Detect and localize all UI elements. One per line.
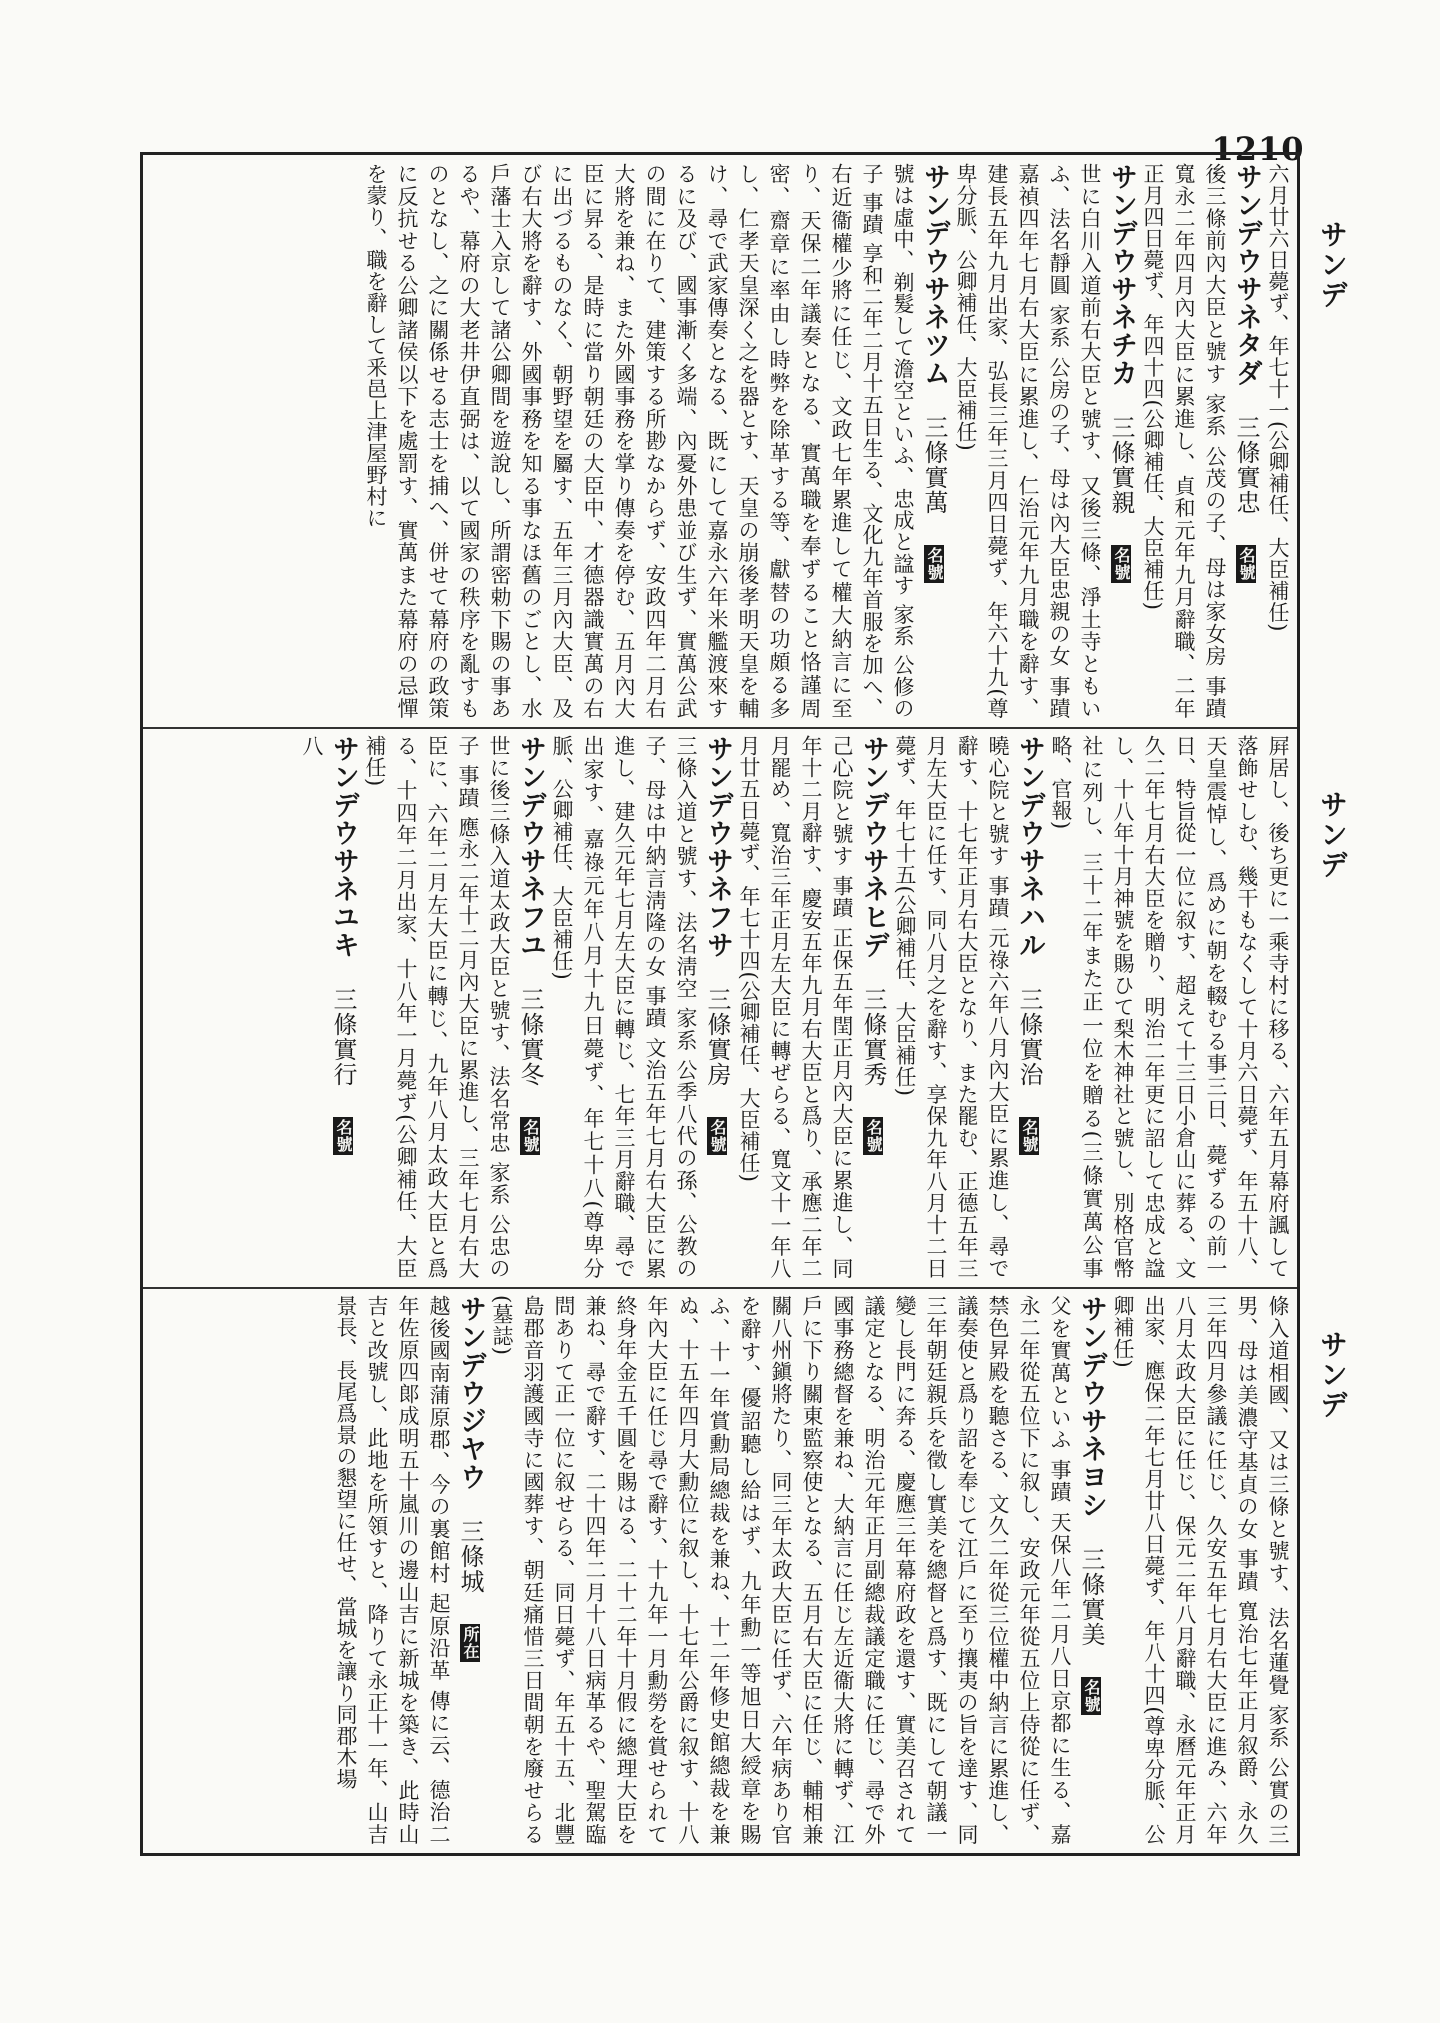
entry — [1045, 735, 1293, 1279]
entry-body: 八 — [300, 735, 324, 757]
entry — [1107, 1295, 1293, 1845]
entry — [733, 735, 889, 1279]
entry-headword — [1075, 1295, 1107, 1845]
headword-name: 三條城 — [456, 1519, 484, 1594]
headword-kana: サンデウサネフサ — [702, 735, 733, 959]
page-number: 1210 — [1211, 130, 1305, 168]
entry — [889, 735, 1045, 1279]
entry — [330, 1295, 486, 1845]
headword-kana: サンデウサネフユ — [515, 735, 546, 959]
headword-name: 三條實行 — [329, 987, 357, 1087]
band-top — [143, 155, 1297, 729]
headword-name: 三條實親 — [1107, 415, 1135, 515]
headword-name: 三條實美 — [1077, 1547, 1105, 1647]
headword-kana: サンデウサネヒデ — [858, 735, 889, 959]
side-tab-top: サンデ — [1316, 220, 1349, 310]
entry-tag: 名號 — [925, 547, 944, 581]
entry — [546, 735, 733, 1279]
headword-name: 三條實忠 — [1232, 415, 1260, 515]
band-bottom — [143, 1287, 1297, 1853]
entry-body: 曉心院と號す 事蹟 元祿六年八月內大臣に累進し、尋で辭す、十七年正月右大臣となり、また罷む、正德五年三月左大臣に任す、同八月之を辭す、享保九年八月十二日薨ず、年七十五(公卿補任、大臣補任) — [893, 735, 1010, 1279]
entry-body: 號は虛中、剃髮して澹空といふ、忠成と諡す 家系 公修の子 事蹟 享和二年二月十五日生る、文化九年首服を加へ、右近衞權少將に任じ、文政七年累進して權大納言に至り、天保二年議奏となる、實萬職を奉ずること恪謹周密、齋章に率由し時弊を除革する等、獻替の功頗る多し、仁孝天皇深く之を器とす、天皇の崩後孝明天皇を輔け、尋で武家傳奏となる、既にして嘉永六年米艦渡來するに及び、國事漸く多端、內憂外患並び生ず、實萬公武の間に在りて、建策する所尠なからず、安政四年二月右大將を兼ね、また外國事務を掌り傳奏を停む、五月內大臣に昇る、是時に當り朝廷の大臣中、才德器識實萬の右に出づるものなく、朝野望を屬す、五年三月內大臣、及び右大將を辭す、外國事務を知る事なほ舊のごとし、水戶藩士入京して諸公卿間を遊說し、所謂密勅下賜の事あるや、幕府の大老井伊直弼は、以て國家の秩序を亂すものとなし、之に關係せる志士を捕へ、併せて幕府の政策に反抗せる公卿諸侯以下を處罰す、實萬また幕府の忌憚を蒙り、職を辭して釆邑上津屋野村に — [364, 163, 915, 719]
entry-tag: 名號 — [1020, 1119, 1039, 1153]
side-tab-bottom: サンデ — [1316, 1330, 1349, 1420]
headword-name: 三條實治 — [1015, 987, 1043, 1087]
entry-body: 己心院と號す 事蹟 正保五年閏正月內大臣に累進し、同年十二月辭す、慶安五年九月右大臣と爲り、承應二年二月罷め、寬治三年正月左大臣に轉ぜらる、寬文十一年八月廿五日薨ず、年七十四(公卿補任、大臣補任) — [737, 735, 854, 1279]
entry-headword — [1105, 163, 1137, 719]
entry-body: 父を實萬といふ 事蹟 天保八年二月八日京都に生る、嘉永二年從五位下に叙し、安政元年從五位上侍從に任ず、禁色昇殿を聽さる、文久二年從三位權中納言に累進し、議奏使と爲り詔を奉じて江戶に至り攘夷の旨を達す、同三年朝廷親兵を徵し實美を總督と爲す、既にして朝議一變し長門に奔る、慶應三年幕府政を還す、實美召されて議定となる、明治元年正月副總裁議定職に任じ、尋で外國事務總督を兼ね、大納言に任じ左近衞大將に轉ず、江戶に下り關東監察使となる、五月右大臣に任じ、輔相兼關八州鎭將たり、同三年太政大臣に任ず、六年病あり官を辭す、優詔聽し給はず、九年勳一等旭日大綬章を賜ふ、十一年賞勳局總裁を兼ね、十二年修史館總裁を兼ぬ、十五年四月大勳位に叙し、十七年公爵に叙す、十八年內大臣に任じ尋で辭す、十九年一月勳勞を賞せられて終身年金五千圓を賜はる、二十二年十月假に總理大臣を兼ね、尋で辭す、二十四年二月十八日病革るや、聖駕臨問ありて正一位に叙せらる、同日薨ず、年五十五、北豐島郡音羽護國寺に國葬す、朝廷痛惜三日間朝を廢せらる(墓誌) — [490, 1295, 1072, 1845]
headword-name: 三條實萬 — [920, 415, 948, 515]
entry — [1137, 163, 1262, 719]
entry — [486, 1295, 1107, 1845]
band-middle — [143, 727, 1297, 1289]
entry — [296, 735, 359, 1279]
entry-tag: 名號 — [708, 1119, 727, 1153]
headword-kana: サンデウサネツム — [919, 163, 950, 387]
band-top-text — [147, 163, 1293, 719]
headword-kana: サンデウサネチカ — [1106, 163, 1137, 387]
entry-body: 越後國南蒲原郡、今の裏館村 起原沿革 傳に云、德治二年佐原四郞成明五十嵐川の邊山吉に新城を築き、此時山吉と改號し、此地を所領すと、降りて永正十一年、山吉景長、長尾爲景の懇望に任せ、當城を讓り同郡木場 — [334, 1295, 451, 1845]
headword-kana: サンデウジヤウ — [455, 1295, 486, 1491]
headword-name: 三條實冬 — [516, 987, 544, 1087]
entry-body: 世に後三條入道太政大臣と號す、法名常忠 家系 公忠の子 事蹟 應永二年十二月內大臣に累進し、三年七月右大臣に、六年二月左大臣に轉じ、九年八月太政大臣と爲る、十四年二月出家、十八年一月薨ず(公卿補任、大臣補任) — [363, 735, 511, 1279]
entry-body: 後三條前內大臣と號す 家系 公茂の子、母は家女房 事蹟 寬永二年四月內大臣に累進し、貞和元年九月辭職、二年正月四日薨ず、年四十四(公卿補任、大臣補任) — [1141, 163, 1227, 719]
headword-name: 三條實秀 — [859, 987, 887, 1087]
entry-body: 世に白川入道前右大臣と號す、又後三條、淨土寺ともいふ、法名靜圓 家系 公房の子、母は內大臣忠親の女 事蹟 嘉禎四年七月右大臣に累進し、仁治元年九月職を辭す、建長五年九月出家、弘長三年三月四日薨ず、年六十九(尊卑分脈、公卿補任、大臣補任) — [954, 163, 1102, 719]
entry-tag: 名號 — [1237, 547, 1256, 581]
entry-tag: 所在 — [461, 1626, 480, 1660]
entry-tag: 名號 — [521, 1119, 540, 1153]
headword-kana: サンデウサネタダ — [1231, 163, 1262, 387]
text-frame — [140, 152, 1300, 1856]
entry-headword — [918, 163, 950, 719]
band-bottom-text — [147, 1295, 1293, 1845]
entry-headword — [701, 735, 733, 1279]
entry-body: 六月廿六日薨ず、年七十一(公卿補任、大臣補任) — [1266, 163, 1290, 632]
headword-kana: サンデウサネヨシ — [1076, 1295, 1107, 1519]
entry — [359, 735, 546, 1279]
entry-tag: 名號 — [864, 1119, 883, 1153]
entry-tag: 名號 — [1082, 1679, 1101, 1713]
entry-body: 三條入道と號す、法名淸空 家系 公季八代の孫、公教の子、母は中納言淸隆の女 事蹟 文治五年七月右大臣に累進し、建久元年七月左大臣に轉じ、七年三月辭職、尋で出家す、嘉祿元年八月十九日薨ず、年七十八(尊卑分脈、公卿補任、大臣補任) — [550, 735, 698, 1279]
entry-tag: 名號 — [1112, 547, 1131, 581]
entry — [950, 163, 1137, 719]
entry — [1262, 163, 1293, 719]
headword-kana: サンデウサネハル — [1014, 735, 1045, 959]
entry-headword — [1230, 163, 1262, 719]
band-middle-text — [147, 735, 1293, 1279]
entry — [360, 163, 950, 719]
headword-kana: サンデウサネユキ — [328, 735, 359, 959]
entry-headword — [454, 1295, 486, 1845]
entry-body: 屛居し、後ち更に一乘寺村に移る、六年五月幕府諷して落飾せしむ、幾干もなくして十月六日薨ず、年五十八、天皇震悼し、爲めに朝を輟むる事三日、薨ずるの前一日、特旨從一位に叙す、超えて十三日小倉山に葬る、文久二年七月右大臣を贈り、明治二年更に詔して忠成と諡し、十八年十月神號を賜ひて梨木神社と號し、別格官幣社に列し、三十二年また正一位を贈る(三條實萬公事略、官報) — [1049, 735, 1290, 1279]
entry-headword — [327, 735, 359, 1279]
entry-headword — [514, 735, 546, 1279]
entry-headword — [857, 735, 889, 1279]
entry-body: 條入道相國、又は三條と號す、法名蓮覺 家系 公實の三男、母は美濃守基貞の女 事蹟 寬治七年正月叙爵、永久三年四月參議に任じ、久安五年七月右大臣に進み、六年八月太政大臣に任じ、保元二年八月辭職、永曆元年正月出家、應保二年七月廿八日薨ず、年八十四(尊卑分脈、公卿補任) — [1111, 1295, 1290, 1845]
entry-headword — [1013, 735, 1045, 1279]
headword-name: 三條實房 — [703, 987, 731, 1087]
entry-tag: 名號 — [334, 1119, 353, 1153]
side-tab-middle: サンデ — [1316, 790, 1349, 880]
